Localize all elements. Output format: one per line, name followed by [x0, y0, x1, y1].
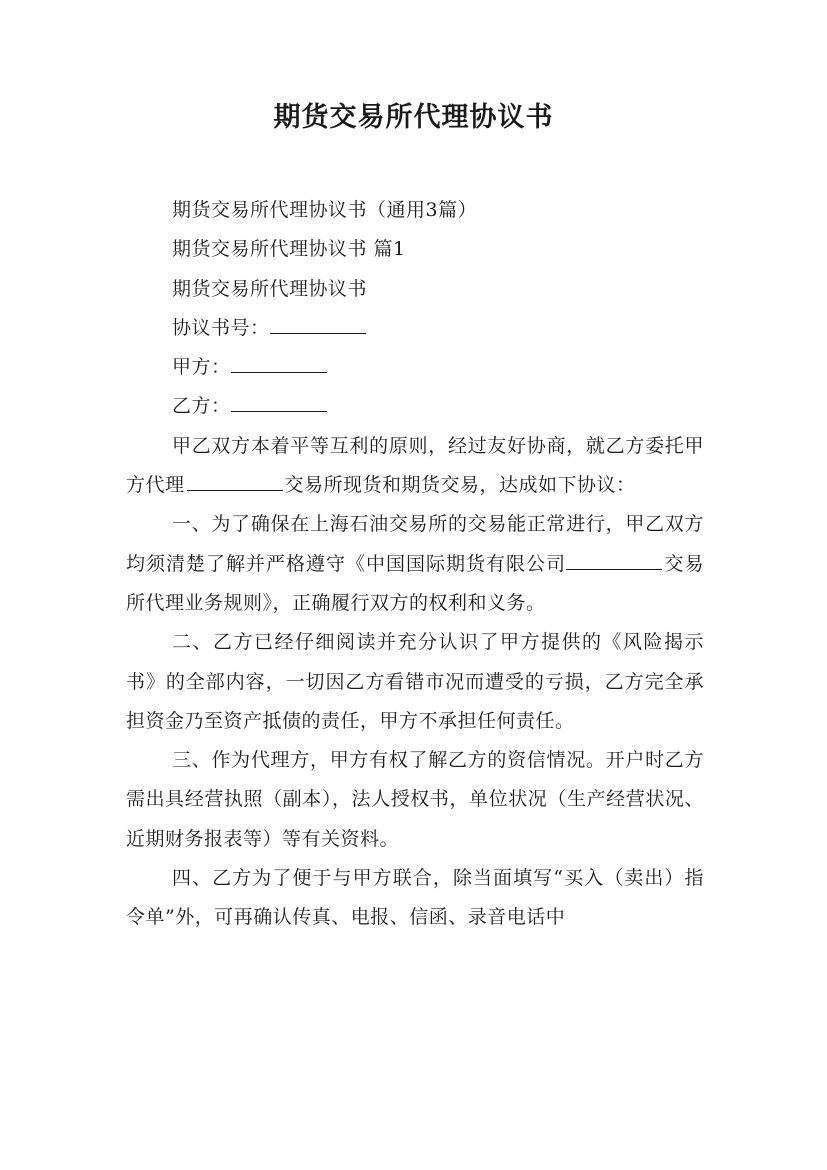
intro-text-2: 交易所现货和期货交易，达成如下协议：	[284, 474, 636, 497]
blank-underline	[231, 371, 327, 373]
blank-underline	[187, 489, 283, 491]
document-body	[126, 191, 704, 938]
subtitle-line: 期货交易所代理协议书（通用3篇）	[172, 199, 478, 221]
section-heading: 期货交易所代理协议书 篇1	[172, 238, 406, 261]
agreement-number-label: 协议书号：	[172, 316, 270, 339]
blank-underline	[231, 410, 327, 412]
clause-4: 四、乙方为了便于与甲方联合，除当面填写“买入（卖出）指令单”外，可再确认传真、电报、信函、录音电话中	[126, 867, 704, 929]
party-b-line	[126, 387, 704, 426]
party-a-line	[126, 348, 704, 387]
clause-1-text-2: 交易所代理业务规则》，正确履行双方的权利和义务。	[126, 552, 704, 614]
party-a-label: 甲方：	[172, 356, 231, 379]
blank-underline	[566, 568, 662, 570]
blank-underline	[270, 332, 366, 334]
agreement-number-line	[126, 309, 704, 348]
document-title: 期货交易所代理协议书	[273, 102, 554, 133]
party-b-label: 乙方：	[172, 395, 231, 418]
clause-1	[126, 505, 704, 623]
clause-1-text-1: 一、为了确保在上海石油交易所的交易能正常进行，甲乙双方均须清楚了解并严格遵守《中国国际期货有限公司	[126, 513, 704, 575]
intro-paragraph	[126, 427, 704, 506]
clause-2: 二、乙方已经仔细阅读并充分认识了甲方提供的《风险揭示书》的全部内容，一切因乙方看错市况而遭受的亏损，乙方完全承担资金乃至资产抵债的责任，甲方不承担任何责任。	[126, 631, 704, 732]
agreement-name: 期货交易所代理协议书	[172, 277, 368, 300]
intro-text-1: 甲乙双方本着平等互利的原则，经过友好协商，就乙方委托甲方代理	[126, 434, 704, 497]
clause-3: 三、作为代理方，甲方有权了解乙方的资信情况。开户时乙方需出具经营执照（副本），法人授权书，单位状况（生产经营状况、近期财务报表等）等有关资料。	[126, 749, 704, 850]
